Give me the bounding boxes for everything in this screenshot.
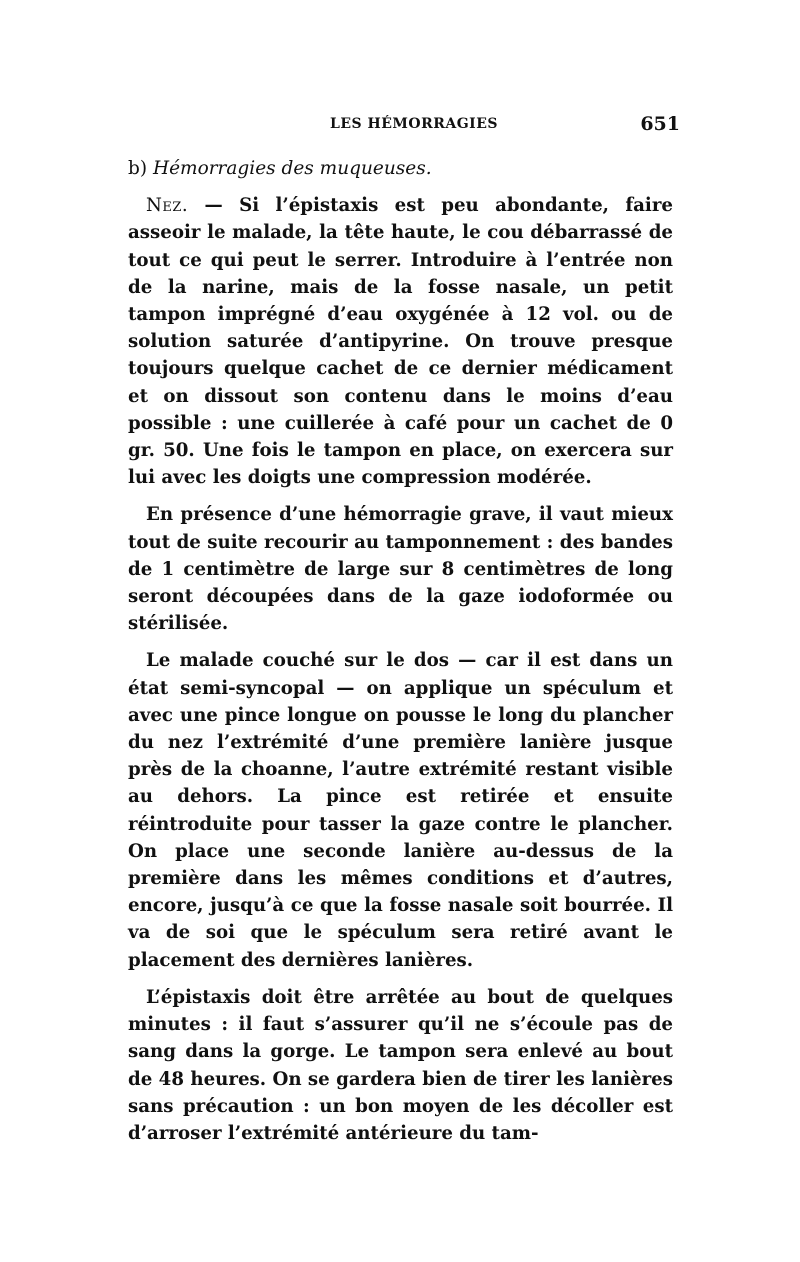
section-heading	[128, 155, 673, 182]
paragraph-text: — Si l’épistaxis est peu abondante, faire asseoir le malade, la tête haute, le cou débarrassé de tout ce qui peut le serrer. Introduire à l’entrée non de la narine, mais de la fosse nasale, un petit tampon imprégné d’eau oxygénée à 12 vol. ou de solution saturée d’antipyrine. On trouve presque toujours quelque cachet de ce dernier médicament et on dissout son contenu dans le moins d’eau possible : une cuillerée à café pour un cachet de 0 gr. 50. Une fois le tampon en place, on exercera sur lui avec les doigts une compression modérée.	[128, 195, 673, 489]
section-title: Hémorragies des muqueuses.	[152, 158, 432, 179]
paragraph-malade-couche: Le malade couché sur le dos — car il est dans un état semi-syncopal — on applique un spéculum et avec une pince longue on pousse le long du plancher du nez l’extrémité d’une première lanière jusque près de la choanne, l’autre extrémité restant visible au dehors. La pince est retirée et ensuite réintroduite pour tasser la gaze contre le plancher. On place une seconde lanière au-dessus de la première dans les mêmes conditions et d’autres, encore, jusqu’à ce que la fosse nasale soit bourrée. Il va de soi que le spéculum sera retiré avant le placement des dernières lanières.	[128, 650, 673, 971]
body-text	[128, 155, 673, 1157]
running-head	[128, 113, 680, 140]
paragraph-epistaxis-arretee: L’épistaxis doit être arrêtée au bout de quelques minutes : il faut s’assurer qu’il ne s’écoule pas de sang dans la gorge. Le tampon sera enlevé au bout de 48 heures. On se gardera bien de tirer les lanières sans précaution : un bon moyen de les décoller est d’arroser l’extrémité antérieure du tam-	[128, 986, 673, 1144]
page-number: 651	[640, 113, 680, 135]
paragraph-lead: Nez.	[146, 195, 189, 217]
section-label: b)	[128, 158, 148, 179]
paragraph-hemorragie-grave: En présence d’une hémorragie grave, il vaut mieux tout de suite recourir au tamponnement : des bandes de 1 centimètre de large sur 8 centimètres de long seront découpées dans de la gaze iodoformée ou stérilisée.	[128, 504, 673, 635]
paragraph-nez	[128, 192, 673, 491]
running-title: LES HÉMORRAGIES	[330, 116, 499, 132]
